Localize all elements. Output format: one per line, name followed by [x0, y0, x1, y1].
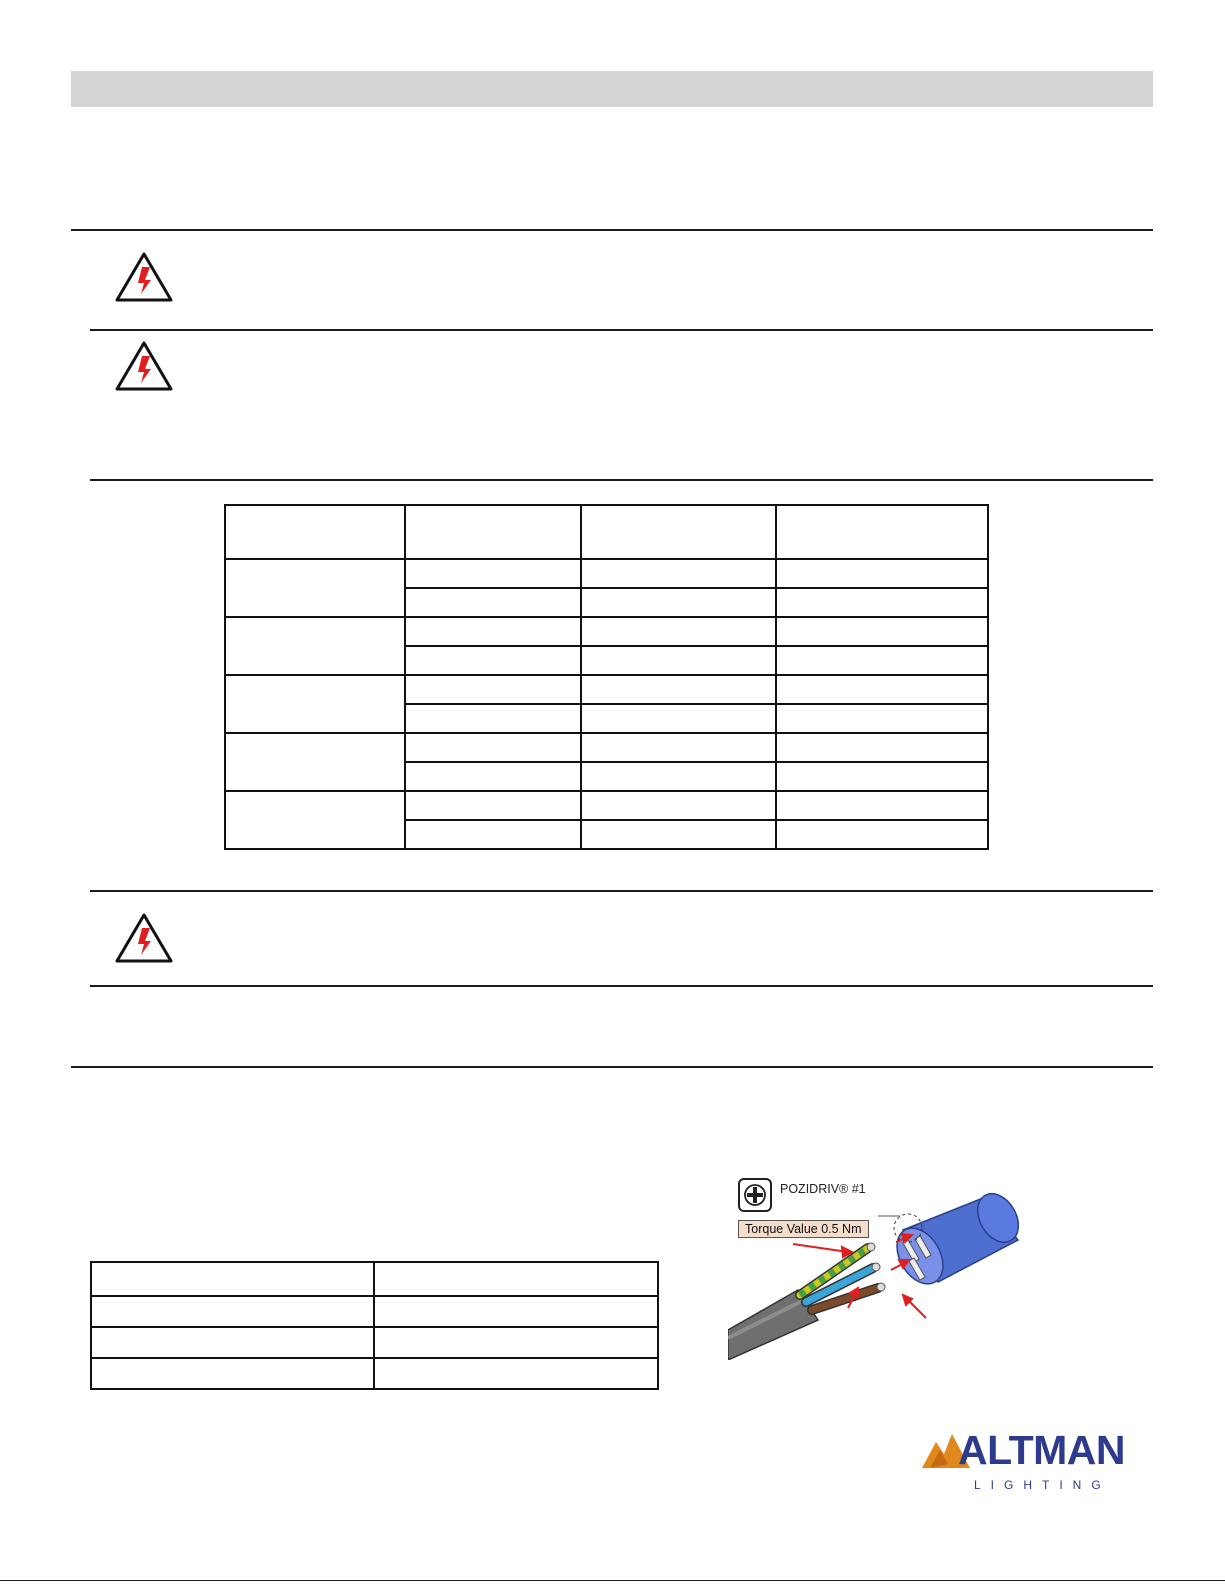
table-cell	[405, 675, 582, 704]
table-cell	[581, 733, 775, 762]
table-cell	[91, 1358, 374, 1389]
table-cell	[405, 733, 582, 762]
divider	[90, 329, 1153, 331]
table-cell	[776, 617, 988, 646]
divider	[90, 479, 1153, 481]
table-cell	[581, 704, 775, 733]
table-cell	[776, 762, 988, 791]
table-cell	[225, 505, 405, 559]
table-cell	[776, 704, 988, 733]
logo-tagline: LIGHTING	[974, 1478, 1111, 1492]
table-cell	[581, 505, 775, 559]
table-cell	[405, 791, 582, 820]
divider	[71, 1066, 1153, 1068]
table-cell	[374, 1262, 658, 1296]
electric-shock-warning-icon	[114, 251, 174, 303]
tool-label: POZIDRIV® #1	[780, 1182, 866, 1196]
table-cell	[405, 505, 582, 559]
table-cell	[776, 733, 988, 762]
table-cell	[405, 762, 582, 791]
altman-lighting-logo	[922, 1428, 1132, 1498]
table-row	[225, 733, 988, 762]
table-cell	[374, 1327, 658, 1358]
table-cell	[581, 617, 775, 646]
table-cell	[776, 791, 988, 820]
wiring-table	[90, 1261, 659, 1390]
divider	[71, 229, 1153, 231]
section-header-bar	[71, 71, 1153, 107]
table-cell	[581, 762, 775, 791]
table-cell	[225, 791, 405, 849]
table-cell	[776, 559, 988, 588]
table-header-row	[91, 1262, 658, 1296]
table-cell	[405, 704, 582, 733]
page-bottom-rule	[0, 1580, 1225, 1581]
table-cell	[374, 1358, 658, 1389]
table-cell	[581, 675, 775, 704]
table-cell	[776, 820, 988, 849]
specification-table	[224, 504, 989, 850]
table-cell	[225, 675, 405, 733]
table-cell	[581, 588, 775, 617]
table-row	[225, 791, 988, 820]
table-cell	[225, 617, 405, 675]
table-cell	[581, 820, 775, 849]
table-cell	[405, 588, 582, 617]
table-cell	[776, 505, 988, 559]
table-row	[225, 617, 988, 646]
table-header-row	[225, 505, 988, 559]
table-row	[91, 1327, 658, 1358]
table-cell	[581, 559, 775, 588]
table-row	[225, 675, 988, 704]
logo-wordmark: ALTMAN	[958, 1427, 1126, 1473]
table-cell	[776, 588, 988, 617]
electric-shock-warning-icon	[114, 912, 174, 964]
table-cell	[225, 559, 405, 617]
divider	[90, 985, 1153, 987]
table-cell	[91, 1327, 374, 1358]
table-cell	[581, 646, 775, 675]
table-row	[91, 1358, 658, 1389]
table-row	[225, 559, 988, 588]
table-cell	[374, 1296, 658, 1327]
electric-shock-warning-icon	[114, 340, 174, 392]
connector-wiring-illustration	[738, 1170, 1038, 1360]
table-cell	[405, 646, 582, 675]
divider	[90, 890, 1153, 892]
table-cell	[405, 559, 582, 588]
table-cell	[405, 820, 582, 849]
pozidriv-screwdriver-icon	[738, 1178, 772, 1212]
table-cell	[225, 733, 405, 791]
table-cell	[776, 675, 988, 704]
cable-connector-drawing	[728, 1170, 1038, 1360]
table-row	[91, 1296, 658, 1327]
table-cell	[405, 617, 582, 646]
torque-value-label: Torque Value 0.5 Nm	[738, 1220, 869, 1238]
table-cell	[91, 1262, 374, 1296]
table-cell	[776, 646, 988, 675]
table-cell	[91, 1296, 374, 1327]
table-cell	[581, 791, 775, 820]
